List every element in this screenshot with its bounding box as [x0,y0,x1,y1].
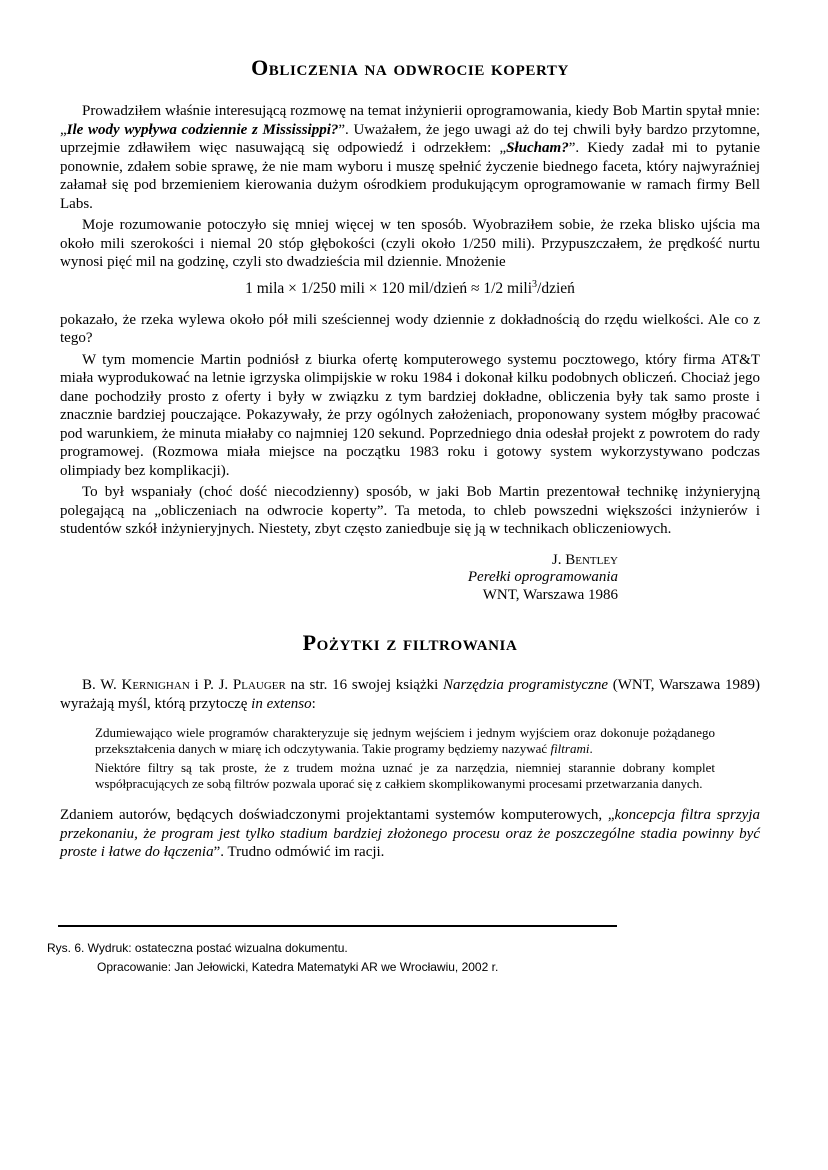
paragraph-6-text: : [311,695,316,712]
caption-line-2: Opracowanie: Jan Jełowicki, Katedra Matematyki AR we Wrocławiu, 2002 r. [97,960,499,974]
paragraph-6-text: na str. 16 swojej książki [285,677,444,693]
paragraph-6-text: (WNT, Warszawa 1989) wyrażają myśl, którą przytoczę [60,677,761,712]
quote-1-text: . [589,741,593,756]
section-title-1: Obliczenia na odwrocie koperty [251,55,569,80]
paragraph-4: W tym momencie Martin podniósł z biurka ofertę komputerowego systemu pocztowego, który firma AT&T miała wyprodukować na letnie igrzyska olimpijskie w roku 1984 i dokonał kilku podobnych obliczeń. Chociaż jego dane pochodziły prosto z oferty i były w związku z tym bardziej dokładne, obliczenia były tak samo proste i znacznie bardziej pouczające. Pokazywały, że przy ogólnych założeniach, proponowany system mógłby pracować pod warunkiem, że minuta miałaby co najmniej 120 sekund. Poprzedniego dnia odesłał projekt z powrotem do rady programowej. (Rozmowa miała miejsce na początku 1983 roku i gotowy system wykorzystywano podczas olimpiady bez komplikacji). [60,351,760,479]
block-quote [95,725,715,792]
paragraph-7 [60,806,760,862]
caption-rule [58,925,617,927]
paragraph-7-text: ”. Trudno odmówić im racji. [213,844,385,860]
signature-book-title: Perełki oprogramowania [467,569,618,585]
paragraph-1-text: Prowadziłem właśnie interesującą rozmowę na temat inżynierii oprogramowania, kiedy Bob Martin spytał mnie: „ [60,103,760,138]
paragraph-2: Moje rozumowanie potoczyło się mniej więcej w ten sposób. Wyobraziłem sobie, że rzeka blisko ujścia ma około mili szerokości i niemal 20 stóp głębokości (czyli około 1/250 mili). Przypuszczałem, że prędkość nurtu wynosi pięć mil na godzinę, czyli sto dwadzieścia mil dziennie. Mnożenie [60,217,760,270]
paragraph-1-text: ”. Uważałem, że jego uwagi aż do tej chwili były bardzo przytomne, uprzejmie zdławiłem więc nasuwającą się odpowiedź i odrzekłem: „ [60,121,761,156]
signature-block [60,552,760,605]
quoted-question-slucham: Słucham? [506,140,569,156]
paragraph-7-text: Zdaniem autorów, będących doświadczonymi projektantami systemów komputerowych, „ [60,807,615,823]
latin-phrase: in extenso [251,695,312,712]
paragraph-5: To był wspaniały (choć dość niecodzienny) sposób, w jaki Bob Martin prezentował technikę inżynieryjną polegającą na „obliczeniach na odwrocie koperty”. Ta metoda, to chleb powszedni większości inżynierów i studentów szkół inżynieryjnych. Niestety, zbyt często zaniedbuje się ją w technikach obliczeniowych. [60,484,760,537]
formula-main: 1 mila × 1/250 mili × 120 mil/dzień ≈ 1/2 mili [245,279,533,297]
author-name-plauger: P. J. Plauger [203,677,286,693]
paragraph-3: pokazało, że rzeka wylewa około pół mili sześciennej wody dziennie z dokładnością do rzędu wielkości. Ale co z tego? [60,311,760,346]
math-formula [60,280,760,298]
quoted-concept: koncepcja filtra sprzyja przekonaniu, że program jest tylko stadium bardziej złożonego procesu oraz że poszczególne stadia powinny być proste i łatwe do łączenia [60,807,760,860]
quote-1-text: Zdumiewająco wiele programów charakteryzuje się jednym wejściem i jednym wyjściem oraz dokonuje pożądanego przekształcenia danych w miarę ich odczytywania. Takie programy będziemy nazywać [95,725,715,756]
caption-line-1: Rys. 6. Wydruk: ostateczna postać wizualna dokumentu. [47,941,348,955]
quote-paragraph-1 [95,725,715,757]
quoted-question-mississippi: Ile wody wypływa codziennie z Mississippi? [66,121,339,138]
formula-tail: /dzień [537,279,575,297]
author-name-kernighan: B. W. Kernighan [82,677,190,693]
paragraph-6 [60,676,760,713]
signature-author: J. Bentley [551,551,618,568]
quote-paragraph-2: Niektóre filtry są tak proste, że z trudem można uznać je za narzędzia, niemniej starannie dobrany komplet współpracujących ze sobą filtrów pozwala uporać się z całkiem skomplikowanymi procesami przetwarzania danych. [95,760,715,791]
paragraph-6-text: i [189,677,204,693]
paragraph-1 [60,102,760,213]
figure-caption [0,925,828,974]
formula-exponent: 3 [532,278,538,290]
signature-publisher: WNT, Warszawa 1986 [482,586,618,603]
term-filtrami: filtrami [550,741,590,756]
section-title-2: Pożytki z filtrowania [302,630,518,655]
book-title: Narzędzia programistyczne [443,677,609,693]
paragraph-1-text: ”. Kiedy zadał mi to pytanie ponownie, zdałem sobie sprawę, że nie mam wyboru i muszę spełnić życzenie biednego faceta, który najwyraźniej załamał się pod brzemieniem kierowania dużym ośrodkiem produkującym oprogramowanie w ramach firmy Bell Labs. [60,140,760,212]
